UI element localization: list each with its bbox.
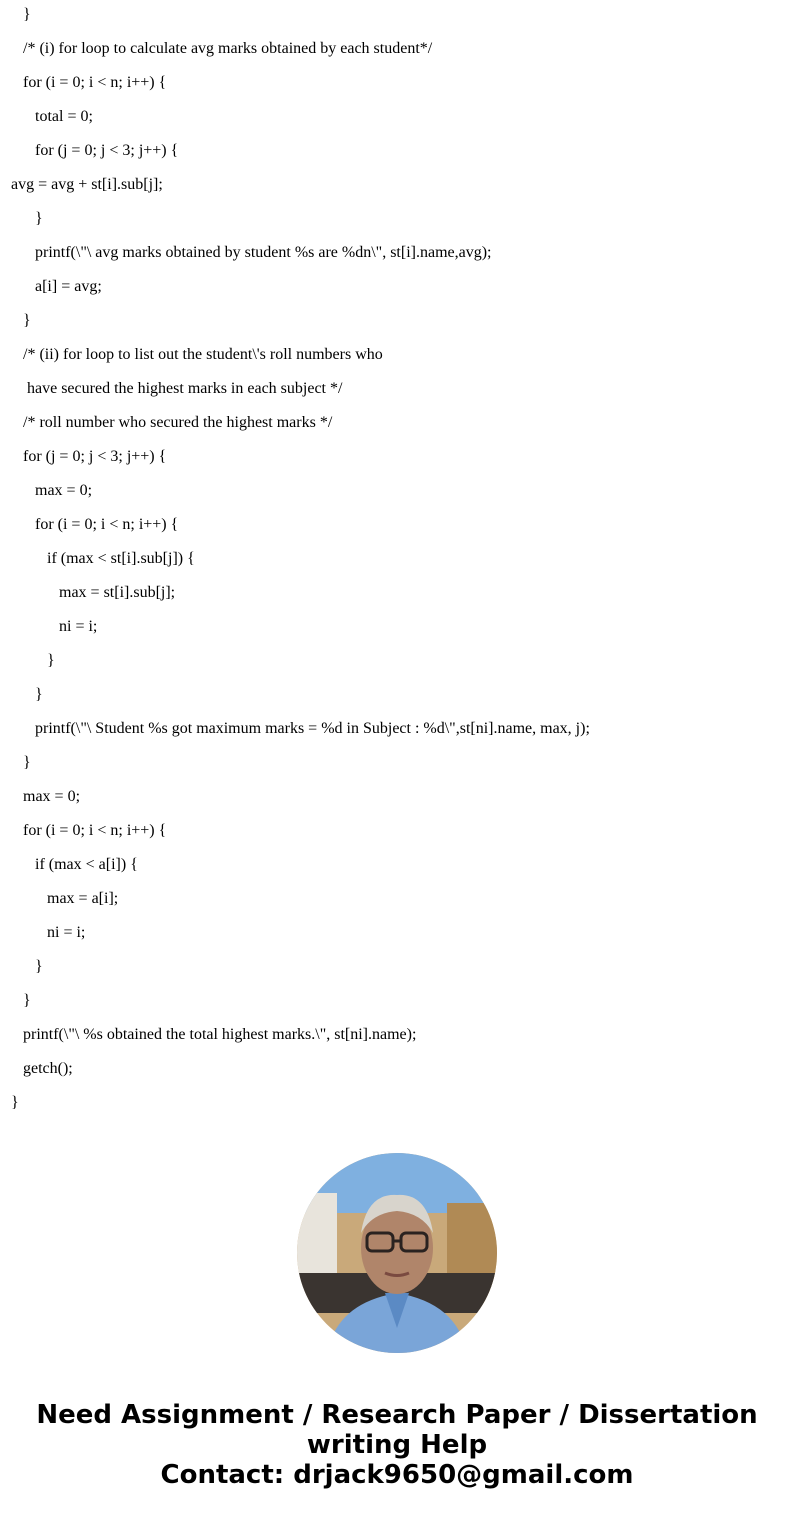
code-line: } — [23, 992, 31, 1009]
contact-email-line: Contact: drjack9650@gmail.com — [160, 1460, 634, 1490]
code-line: for (i = 0; i < n; i++) { — [35, 516, 179, 533]
code-line: a[i] = avg; — [35, 278, 102, 295]
banner-line-2: writing Help — [306, 1430, 488, 1460]
code-line: } — [35, 958, 43, 975]
code-line: max = 0; — [23, 788, 81, 805]
code-line: } — [47, 652, 55, 669]
code-line: for (i = 0; i < n; i++) { — [23, 822, 167, 839]
code-line: /* (ii) for loop to list out the student\'s roll numbers who — [23, 346, 383, 363]
code-line: } — [23, 312, 31, 329]
code-line: getch(); — [23, 1060, 73, 1077]
code-line: } — [23, 754, 31, 771]
code-line: have secured the highest marks in each subject */ — [27, 380, 343, 397]
code-line: for (i = 0; i < n; i++) { — [23, 74, 167, 91]
code-line: printf(\"\ %s obtained the total highest marks.\", st[ni].name); — [23, 1026, 417, 1043]
help-contact-banner — [0, 1400, 794, 1490]
code-line: printf(\"\ avg marks obtained by student %s are %dn\", st[i].name,avg); — [35, 244, 492, 261]
code-line: avg = avg + st[i].sub[j]; — [11, 176, 163, 193]
code-line: /* (i) for loop to calculate avg marks obtained by each student*/ — [23, 40, 433, 57]
code-line: if (max < st[i].sub[j]) { — [47, 550, 195, 567]
person-photo-icon — [297, 1153, 497, 1353]
code-line: max = 0; — [35, 482, 93, 499]
code-line: printf(\"\ Student %s got maximum marks = %d in Subject : %d\",st[ni].name, max, j); — [35, 720, 590, 737]
code-line: total = 0; — [35, 108, 93, 125]
author-avatar — [297, 1153, 497, 1353]
code-line: /* roll number who secured the highest marks */ — [23, 414, 333, 431]
code-line: for (j = 0; j < 3; j++) { — [35, 142, 179, 159]
banner-line-1: Need Assignment / Research Paper / Dissertation — [36, 1400, 758, 1430]
code-line: ni = i; — [59, 618, 98, 635]
code-line: } — [23, 6, 31, 23]
code-line: } — [35, 686, 43, 703]
code-line: max = a[i]; — [47, 890, 119, 907]
code-line: for (j = 0; j < 3; j++) { — [23, 448, 167, 465]
code-line: } — [35, 210, 43, 227]
code-line: max = st[i].sub[j]; — [59, 584, 176, 601]
code-line: ni = i; — [47, 924, 86, 941]
code-line: } — [11, 1094, 19, 1111]
code-line: if (max < a[i]) { — [35, 856, 138, 873]
